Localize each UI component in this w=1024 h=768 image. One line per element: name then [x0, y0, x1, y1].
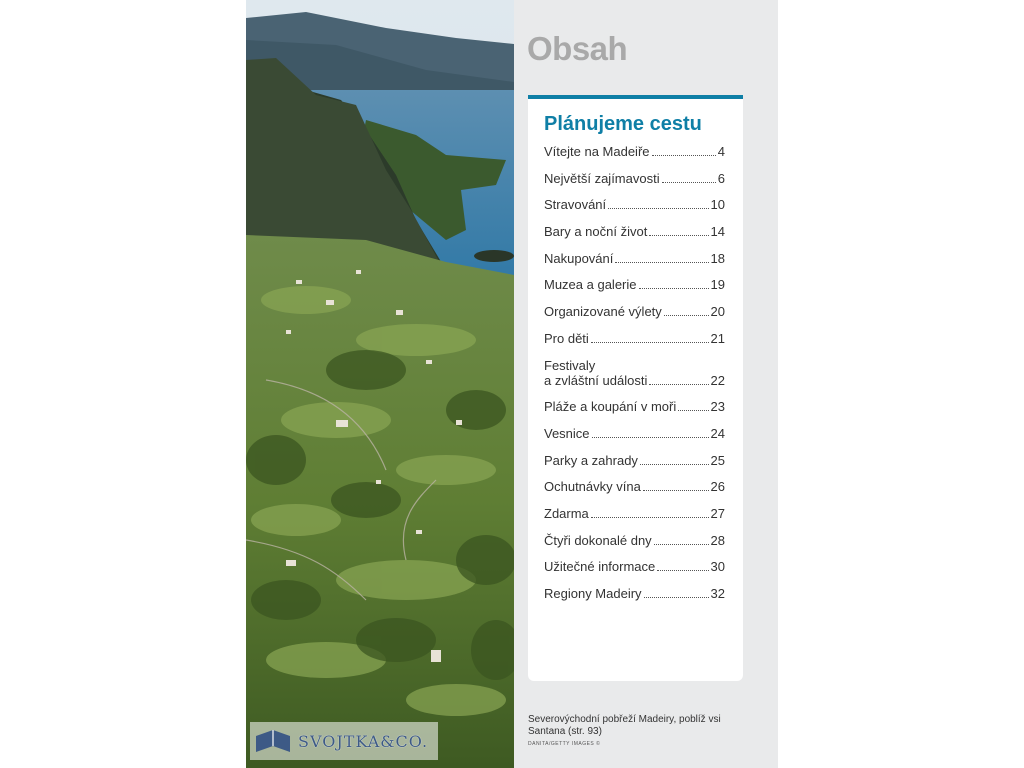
toc-item-label: Bary a noční život	[544, 224, 648, 240]
toc-item-ctyri-dny[interactable]	[544, 533, 725, 548]
dot-leader	[615, 262, 708, 263]
toc-item-page: 22	[710, 372, 725, 388]
publisher-logo-text: SVOJTKA&CO.	[298, 731, 429, 751]
toc-list	[544, 144, 725, 613]
toc-item-label: Pláže a koupání v moři	[544, 399, 677, 415]
toc-item-regiony[interactable]	[544, 586, 725, 601]
toc-item-page: 25	[710, 452, 725, 468]
toc-item-label: Regiony Madeiry	[544, 586, 642, 601]
toc-item-vitejte[interactable]	[544, 144, 725, 159]
toc-item-page: 4	[717, 144, 725, 159]
toc-item-page: 19	[710, 277, 725, 293]
toc-item-label: Užitečné informace	[544, 559, 656, 575]
toc-item-vina[interactable]	[544, 479, 725, 494]
toc-item-pro-deti[interactable]	[544, 331, 725, 346]
toc-item-nakupovani[interactable]	[544, 251, 725, 266]
toc-section-title: Plánujeme cestu	[544, 113, 702, 135]
dot-leader	[643, 490, 709, 491]
dot-leader	[608, 208, 708, 209]
toc-item-label: a zvláštní události	[544, 372, 648, 388]
madeira-coast-image	[246, 0, 514, 768]
toc-item-page: 32	[710, 586, 725, 601]
toc-item-informace[interactable]	[544, 559, 725, 574]
dot-leader	[664, 315, 709, 316]
publisher-logo	[250, 722, 438, 760]
dot-leader	[644, 597, 709, 598]
book-logo-icon	[254, 726, 292, 756]
dot-leader	[639, 288, 709, 289]
photo-caption: Severovýchodní pobřeží Madeiry, poblíž vsi Santana (str. 93)	[528, 714, 721, 737]
toc-item-vylety[interactable]	[544, 304, 725, 319]
photo-credit: DANITA/GETTY IMAGES ©	[528, 741, 601, 747]
toc-item-page: 21	[710, 330, 725, 346]
toc-item-label: Stravování	[544, 197, 607, 213]
toc-item-muzea[interactable]	[544, 277, 725, 292]
toc-item-bary[interactable]	[544, 224, 725, 239]
toc-item-label-line1: Festivaly	[544, 357, 596, 373]
toc-item-vesnice[interactable]	[544, 426, 725, 441]
toc-item-label: Muzea a galerie	[544, 277, 637, 293]
toc-item-page: 14	[710, 224, 725, 240]
toc-item-page: 18	[710, 250, 725, 266]
toc-item-page: 20	[710, 304, 725, 320]
toc-item-label: Zdarma	[544, 505, 589, 521]
dot-leader	[652, 155, 716, 156]
toc-item-label: Největší zajímavosti	[544, 170, 660, 186]
toc-item-page: 24	[710, 425, 725, 441]
toc-item-page: 30	[710, 559, 725, 575]
dot-leader	[657, 570, 708, 571]
toc-item-label: Vítejte na Madeiře	[544, 144, 650, 159]
toc-item-stravovani[interactable]	[544, 197, 725, 212]
dot-leader	[591, 342, 709, 343]
toc-item-zajimavosti[interactable]	[544, 171, 725, 186]
toc-item-plaze[interactable]	[544, 399, 725, 414]
toc-panel	[528, 95, 743, 681]
toc-item-parky[interactable]	[544, 453, 725, 468]
page-heading: Obsah	[527, 30, 628, 67]
dot-leader	[678, 410, 708, 411]
toc-item-label: Parky a zahrady	[544, 452, 638, 468]
landscape-photo	[246, 0, 514, 768]
dot-leader	[654, 544, 709, 545]
dot-leader	[592, 437, 709, 438]
toc-item-label: Čtyři dokonalé dny	[544, 532, 652, 548]
dot-leader	[640, 464, 709, 465]
toc-item-label: Nakupování	[544, 250, 614, 266]
toc-item-zdarma[interactable]	[544, 506, 725, 521]
dot-leader	[649, 384, 708, 385]
dot-leader	[591, 517, 709, 518]
toc-item-page: 6	[717, 170, 725, 186]
toc-item-label: Vesnice	[544, 425, 590, 441]
dot-leader	[662, 182, 716, 183]
toc-item-page: 27	[710, 505, 725, 521]
toc-item-page: 23	[710, 399, 725, 415]
toc-item-page: 28	[710, 532, 725, 548]
toc-item-festivaly[interactable]	[544, 358, 725, 388]
book-page	[246, 0, 778, 768]
toc-item-label: Ochutnávky vína	[544, 479, 641, 495]
toc-item-label: Pro děti	[544, 330, 589, 346]
dot-leader	[649, 235, 708, 236]
toc-item-page: 26	[710, 479, 725, 495]
toc-item-label: Organizované výlety	[544, 304, 662, 320]
toc-item-page: 10	[710, 197, 725, 213]
